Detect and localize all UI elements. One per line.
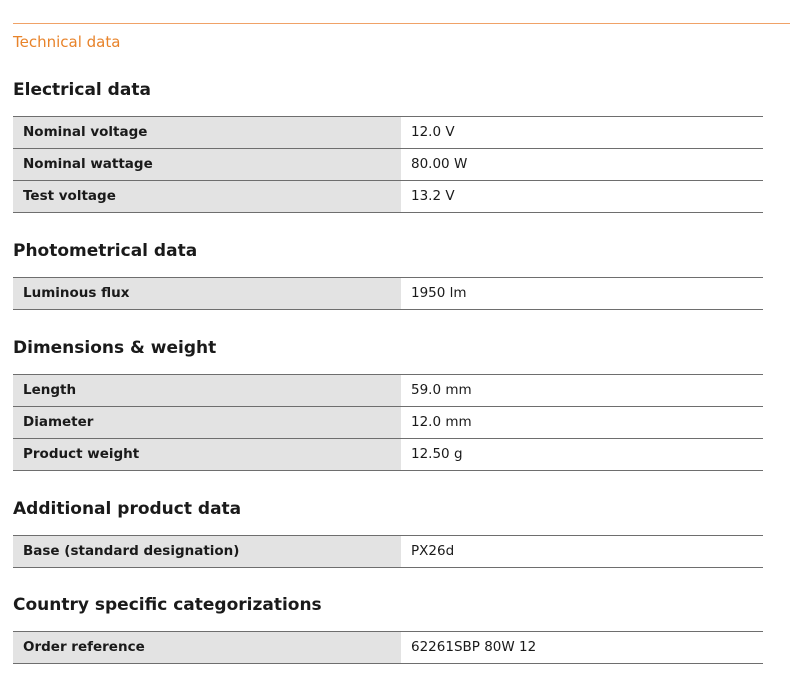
- spec-value: PX26d: [401, 536, 763, 567]
- table-row: [13, 117, 763, 149]
- spec-label: Nominal wattage: [13, 149, 401, 180]
- spec-table: [13, 631, 763, 664]
- spec-label: Nominal voltage: [13, 117, 401, 148]
- section-title: Country specific categorizations: [13, 595, 322, 615]
- section-title: Dimensions & weight: [13, 338, 217, 358]
- section-title: Photometrical data: [13, 241, 198, 261]
- table-row: [13, 375, 763, 407]
- table-row: [13, 278, 763, 310]
- section-title: Additional product data: [13, 499, 242, 519]
- spec-label: Order reference: [13, 632, 401, 663]
- spec-label: Luminous flux: [13, 278, 401, 309]
- section-country-specific-categorizations: [13, 594, 763, 664]
- spec-table: [13, 374, 763, 471]
- section-electrical-data: [13, 79, 763, 213]
- table-row: [13, 149, 763, 181]
- spec-label: Product weight: [13, 439, 401, 470]
- section-photometrical-data: [13, 240, 763, 310]
- spec-value: 59.0 mm: [401, 375, 763, 406]
- spec-value: 80.00 W: [401, 149, 763, 180]
- table-row: [13, 632, 763, 664]
- spec-label: Base (standard designation): [13, 536, 401, 567]
- spec-value: 62261SBP 80W 12: [401, 632, 763, 663]
- top-divider: [13, 23, 790, 24]
- table-row: [13, 407, 763, 439]
- section-title: Electrical data: [13, 80, 151, 100]
- page-title: Technical data: [13, 33, 121, 51]
- section-dimensions-weight: [13, 337, 763, 471]
- spec-value: 12.50 g: [401, 439, 763, 470]
- spec-value: 12.0 mm: [401, 407, 763, 438]
- spec-value: 12.0 V: [401, 117, 763, 148]
- spec-value: 1950 lm: [401, 278, 763, 309]
- spec-label: Test voltage: [13, 181, 401, 212]
- table-row: [13, 536, 763, 568]
- spec-label: Length: [13, 375, 401, 406]
- spec-label: Diameter: [13, 407, 401, 438]
- section-additional-product-data: [13, 498, 763, 568]
- spec-table: [13, 277, 763, 310]
- spec-value: 13.2 V: [401, 181, 763, 212]
- table-row: [13, 439, 763, 471]
- table-row: [13, 181, 763, 213]
- spec-table: [13, 535, 763, 568]
- spec-table: [13, 116, 763, 213]
